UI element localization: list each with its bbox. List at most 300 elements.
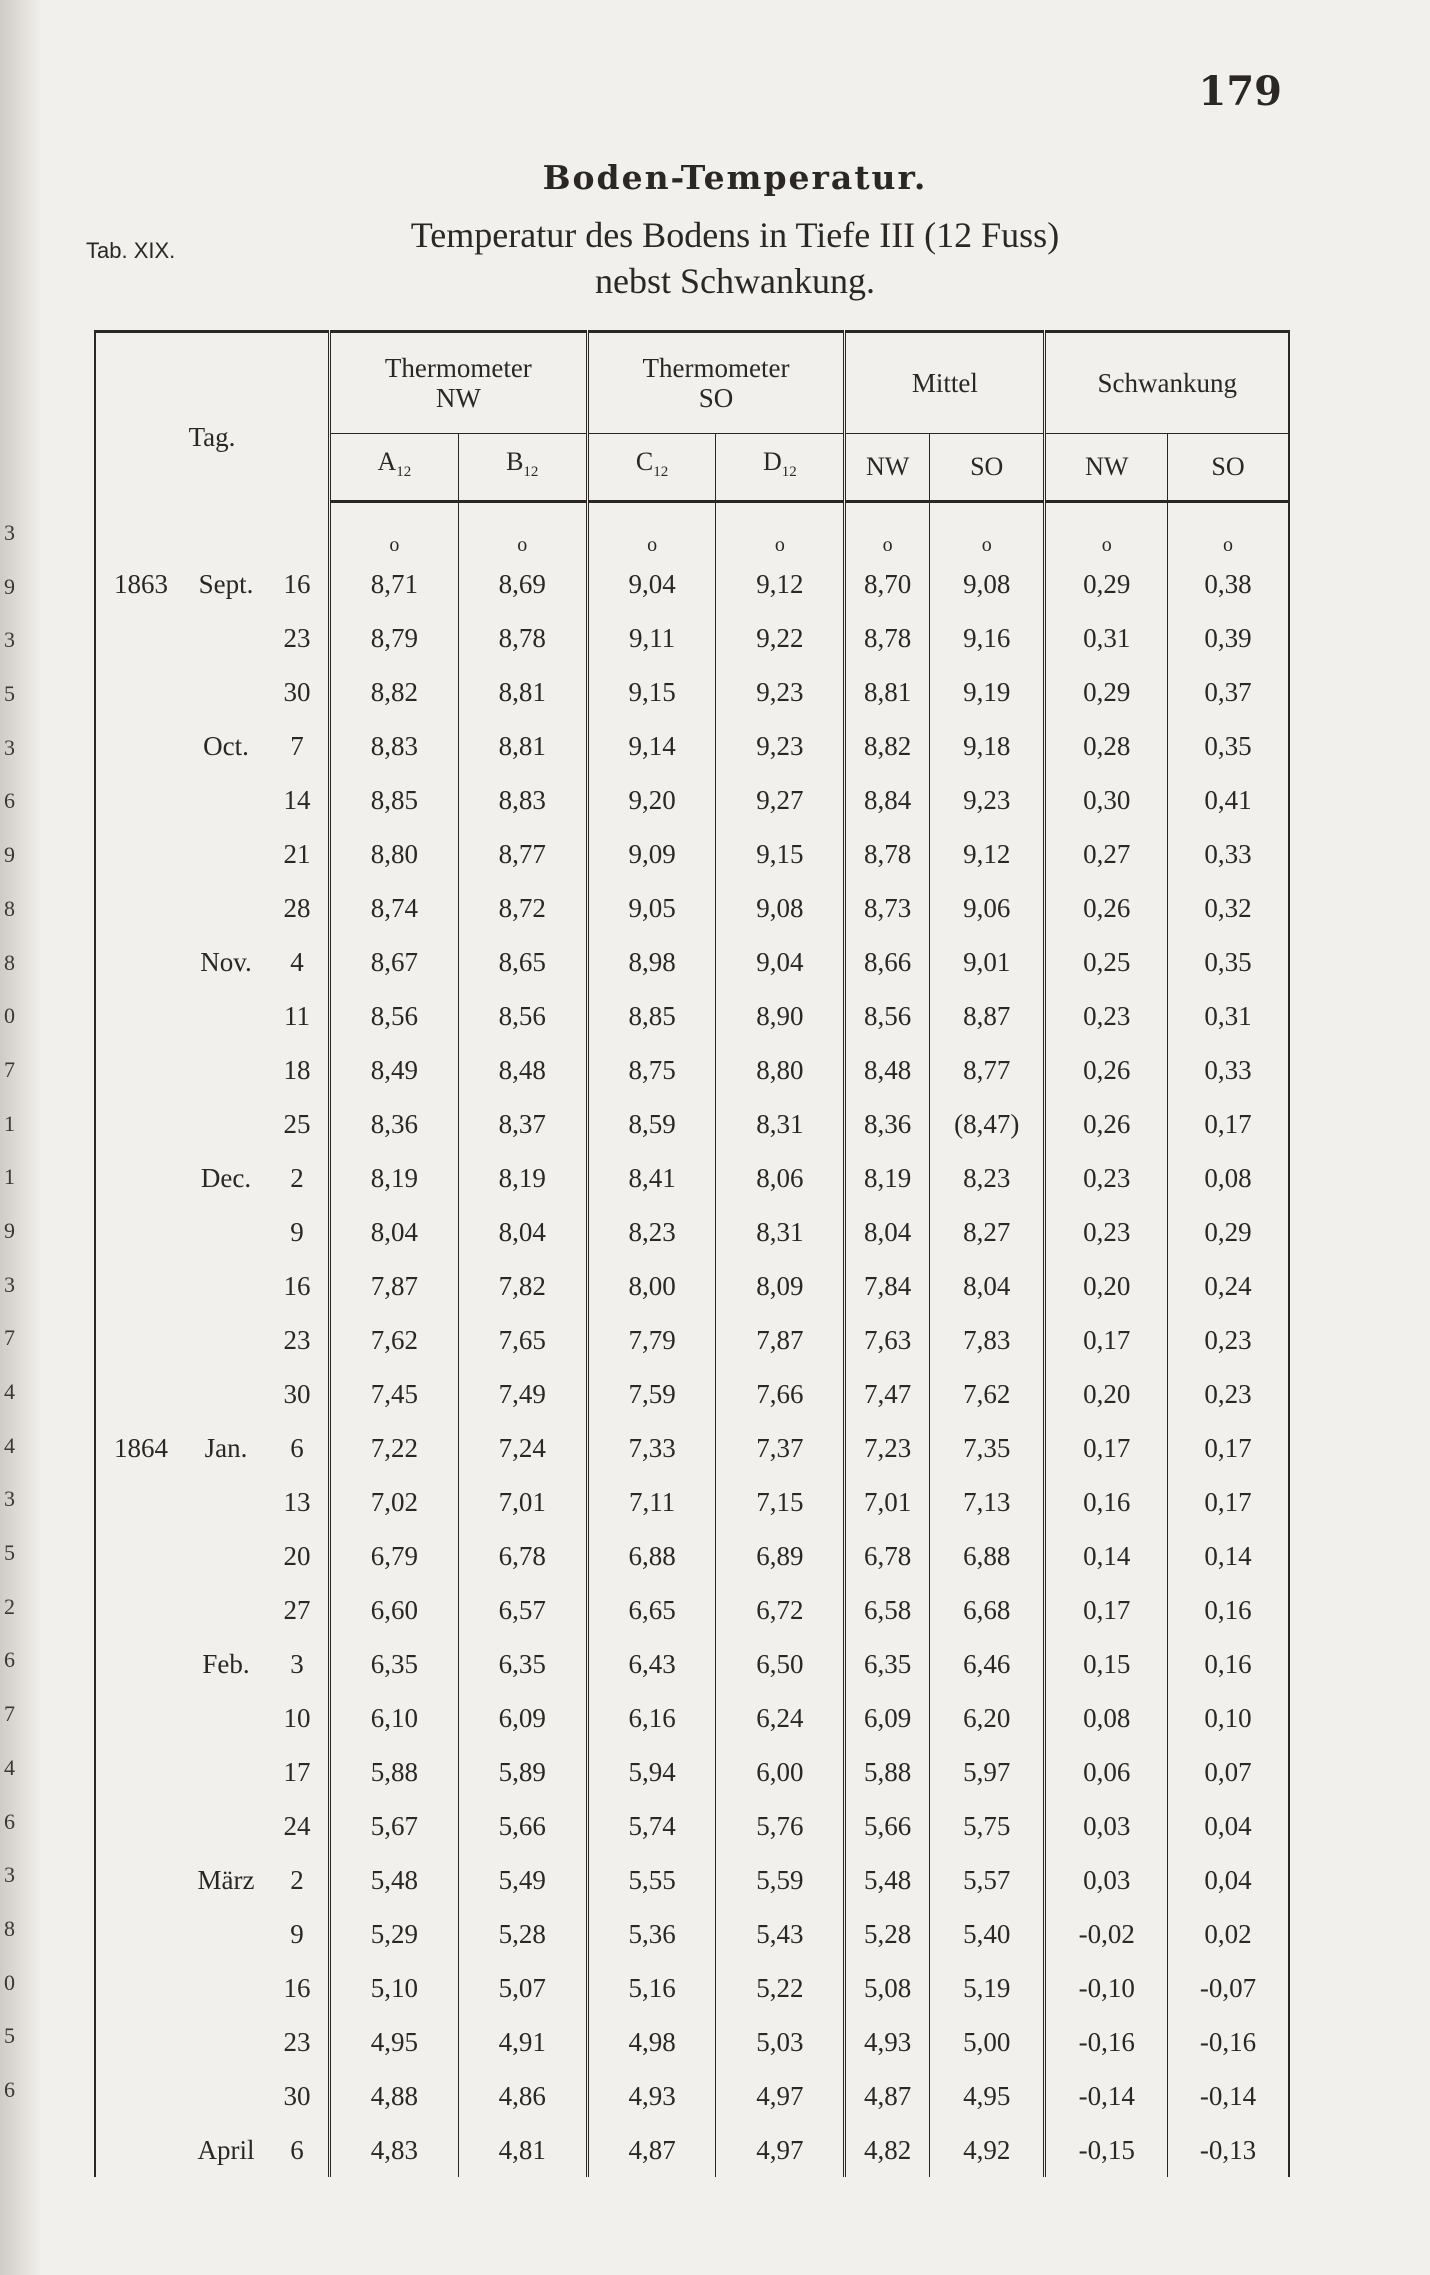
cell-mittel-nw: 7,84 [845, 1259, 930, 1313]
cell-b12: 7,49 [458, 1367, 587, 1421]
cell-a12: 7,02 [330, 1475, 459, 1529]
cell-year [95, 1367, 186, 1421]
cell-day: 24 [283, 1810, 311, 1841]
cell-a12: 7,45 [330, 1367, 459, 1421]
cell-schwankung-nw: -0,15 [1045, 2123, 1168, 2177]
cell-schwankung-so: 0,32 [1167, 881, 1289, 935]
cell-a12: 4,95 [330, 2015, 459, 2069]
cell-day: 23 [283, 622, 311, 653]
cell-mittel-nw: 8,78 [845, 827, 930, 881]
cell-a12: 8,71 [330, 557, 459, 611]
header-c12: $C_{12}$ [587, 434, 716, 502]
cell-month [186, 827, 266, 881]
cell-month [186, 1961, 266, 2015]
cell-d12: 9,08 [716, 881, 845, 935]
cell-year [95, 2123, 186, 2177]
header-thermometer-nw [330, 332, 588, 434]
cell-mittel-nw: 8,36 [845, 1097, 930, 1151]
adjacent-page-edge-digits [4, 520, 28, 2131]
table-row [95, 773, 1289, 827]
cell-mittel-so: (8,47) [929, 1097, 1045, 1151]
cell-mittel-nw: 6,35 [845, 1637, 930, 1691]
cell-c12: 6,43 [587, 1637, 716, 1691]
cell-mittel-so: 6,20 [929, 1691, 1045, 1745]
cell-c12: 9,20 [587, 773, 716, 827]
cell-d12: 7,87 [716, 1313, 845, 1367]
cell-schwankung-nw: -0,14 [1045, 2069, 1168, 2123]
cell-mittel-so: 8,27 [929, 1205, 1045, 1259]
cell-schwankung-so: 0,41 [1167, 773, 1289, 827]
cell-d12: 5,59 [716, 1853, 845, 1907]
cell-schwankung-nw: 0,17 [1045, 1583, 1168, 1637]
cell-c12: 9,14 [587, 719, 716, 773]
degree-mark: o [1045, 502, 1168, 558]
cell-year [95, 2015, 186, 2069]
table-row [95, 881, 1289, 935]
cell-d12: 9,15 [716, 827, 845, 881]
header-schwankung: Schwankung [1045, 332, 1289, 434]
cell-day: 6 [290, 1432, 304, 1463]
cell-a12: 7,87 [330, 1259, 459, 1313]
cell-d12: 5,43 [716, 1907, 845, 1961]
header-d12: $D_{12}$ [716, 434, 845, 502]
cell-c12: 5,55 [587, 1853, 716, 1907]
table-row [95, 1853, 1289, 1907]
table-row [95, 2069, 1289, 2123]
cell-d12: 5,03 [716, 2015, 845, 2069]
cell-c12: 9,15 [587, 665, 716, 719]
cell-month: März [197, 1864, 255, 1895]
table-row [95, 1637, 1289, 1691]
edge-digit: 3 [4, 1862, 15, 1888]
cell-schwankung-so: -0,13 [1167, 2123, 1289, 2177]
page-heading: Boden-Temperatur. [542, 158, 928, 197]
cell-a12: 6,10 [330, 1691, 459, 1745]
cell-schwankung-nw: 0,30 [1045, 773, 1168, 827]
cell-month: Dec. [200, 1162, 252, 1193]
table-row [95, 827, 1289, 881]
cell-mittel-so: 7,62 [929, 1367, 1045, 1421]
table-reference: Tab. XIX. [86, 238, 176, 263]
cell-a12: 8,04 [330, 1205, 459, 1259]
cell-month [186, 1583, 266, 1637]
cell-mittel-nw: 5,28 [845, 1907, 930, 1961]
cell-d12: 9,04 [716, 935, 845, 989]
cell-day: 11 [284, 1000, 310, 1031]
cell-schwankung-so: 0,35 [1167, 935, 1289, 989]
cell-c12: 7,33 [587, 1421, 716, 1475]
cell-schwankung-so: 0,37 [1167, 665, 1289, 719]
cell-schwankung-so: 0,14 [1167, 1529, 1289, 1583]
cell-month [186, 1205, 266, 1259]
cell-year [95, 1745, 186, 1799]
cell-schwankung-nw: 0,29 [1045, 665, 1168, 719]
cell-c12: 7,59 [587, 1367, 716, 1421]
table-row [95, 557, 1289, 611]
cell-b12: 8,81 [458, 719, 587, 773]
cell-a12: 8,36 [330, 1097, 459, 1151]
cell-mittel-so: 6,68 [929, 1583, 1045, 1637]
edge-digit: 2 [4, 1593, 15, 1619]
cell-schwankung-so: 0,16 [1167, 1637, 1289, 1691]
cell-a12: 8,67 [330, 935, 459, 989]
table-row [95, 1097, 1289, 1151]
cell-month: Nov. [200, 946, 252, 977]
cell-d12: 7,15 [716, 1475, 845, 1529]
cell-year: 1863 [114, 568, 168, 599]
edge-digit: 3 [4, 1486, 15, 1512]
cell-schwankung-so: -0,14 [1167, 2069, 1289, 2123]
cell-d12: 6,50 [716, 1637, 845, 1691]
cell-month [186, 1367, 266, 1421]
cell-c12: 6,65 [587, 1583, 716, 1637]
cell-mittel-so: 6,46 [929, 1637, 1045, 1691]
cell-year [95, 1097, 186, 1151]
cell-b12: 8,83 [458, 773, 587, 827]
cell-mittel-so: 7,83 [929, 1313, 1045, 1367]
cell-mittel-so: 9,12 [929, 827, 1045, 881]
cell-b12: 7,24 [458, 1421, 587, 1475]
edge-digit: 4 [4, 1432, 15, 1458]
degree-mark: o [845, 502, 930, 558]
cell-c12: 9,11 [587, 611, 716, 665]
cell-year [95, 1043, 186, 1097]
cell-c12: 5,16 [587, 1961, 716, 2015]
page-number: 179 [1198, 68, 1282, 115]
header-mittel: Mittel [845, 332, 1045, 434]
cell-day: 2 [290, 1864, 304, 1895]
header-b12: $B_{12}$ [458, 434, 587, 502]
cell-schwankung-so: 0,17 [1167, 1475, 1289, 1529]
edge-digit: 9 [4, 1217, 15, 1243]
cell-month [186, 1907, 266, 1961]
cell-b12: 6,09 [458, 1691, 587, 1745]
subtitle-line-2: nebst Schwankung. [595, 261, 875, 301]
cell-month [186, 1799, 266, 1853]
cell-a12: 8,82 [330, 665, 459, 719]
cell-b12: 8,72 [458, 881, 587, 935]
table-header [95, 332, 1289, 502]
cell-c12: 9,04 [587, 557, 716, 611]
edge-digit: 3 [4, 520, 15, 545]
table-row [95, 1205, 1289, 1259]
table-subtitle [0, 212, 1430, 304]
cell-a12: 8,85 [330, 773, 459, 827]
edge-digit: 7 [4, 1701, 15, 1727]
cell-a12: 8,83 [330, 719, 459, 773]
degree-row [95, 502, 1289, 558]
cell-year: 1864 [114, 1432, 168, 1463]
table-row [95, 935, 1289, 989]
cell-month [186, 1259, 266, 1313]
degree-mark: o [716, 502, 845, 558]
degree-mark: o [458, 502, 587, 558]
cell-b12: 5,89 [458, 1745, 587, 1799]
table-row [95, 719, 1289, 773]
cell-schwankung-nw: 0,29 [1045, 557, 1168, 611]
degree-mark: o [1167, 502, 1289, 558]
cell-mittel-nw: 7,23 [845, 1421, 930, 1475]
cell-schwankung-nw: 0,17 [1045, 1313, 1168, 1367]
edge-digit: 8 [4, 1915, 15, 1941]
cell-month [186, 2015, 266, 2069]
edge-digit: 6 [4, 1647, 15, 1673]
cell-c12: 8,23 [587, 1205, 716, 1259]
cell-schwankung-so: 0,04 [1167, 1799, 1289, 1853]
cell-day: 2 [290, 1162, 304, 1193]
cell-month: April [197, 2134, 255, 2165]
cell-year [95, 611, 186, 665]
cell-mittel-so: 8,04 [929, 1259, 1045, 1313]
cell-schwankung-nw: 0,27 [1045, 827, 1168, 881]
cell-day: 28 [283, 892, 311, 923]
table-row [95, 1745, 1289, 1799]
cell-schwankung-nw: 0,14 [1045, 1529, 1168, 1583]
cell-c12: 4,87 [587, 2123, 716, 2177]
header-tag: Tag. [188, 422, 236, 453]
cell-schwankung-so: 0,08 [1167, 1151, 1289, 1205]
cell-c12: 5,74 [587, 1799, 716, 1853]
cell-mittel-nw: 5,48 [845, 1853, 930, 1907]
cell-mittel-so: 9,23 [929, 773, 1045, 827]
cell-month [186, 1691, 266, 1745]
cell-month [186, 611, 266, 665]
header-mittel-nw: NW [845, 434, 930, 502]
edge-digit: 6 [4, 2076, 15, 2102]
cell-year [95, 827, 186, 881]
cell-day: 25 [283, 1108, 311, 1139]
cell-year [95, 1529, 186, 1583]
cell-day: 17 [283, 1756, 311, 1787]
cell-mittel-nw: 5,08 [845, 1961, 930, 2015]
cell-mittel-nw: 7,63 [845, 1313, 930, 1367]
cell-day: 20 [283, 1540, 311, 1571]
cell-d12: 5,22 [716, 1961, 845, 2015]
cell-mittel-so: 9,01 [929, 935, 1045, 989]
cell-mittel-nw: 8,82 [845, 719, 930, 773]
cell-b12: 4,91 [458, 2015, 587, 2069]
cell-schwankung-nw: 0,20 [1045, 1259, 1168, 1313]
edge-digit: 9 [4, 842, 15, 868]
header-thermometer-so-line1: Thermometer [642, 353, 790, 383]
cell-mittel-nw: 4,82 [845, 2123, 930, 2177]
cell-schwankung-nw: 0,17 [1045, 1421, 1168, 1475]
cell-day: 13 [283, 1486, 311, 1517]
cell-a12: 6,79 [330, 1529, 459, 1583]
cell-schwankung-so: 0,02 [1167, 1907, 1289, 1961]
cell-schwankung-nw: -0,02 [1045, 1907, 1168, 1961]
cell-schwankung-so: 0,04 [1167, 1853, 1289, 1907]
edge-digit: 1 [4, 1164, 15, 1190]
cell-b12: 8,37 [458, 1097, 587, 1151]
cell-mittel-nw: 8,73 [845, 881, 930, 935]
cell-a12: 5,88 [330, 1745, 459, 1799]
cell-year [95, 1475, 186, 1529]
cell-d12: 8,80 [716, 1043, 845, 1097]
cell-b12: 7,65 [458, 1313, 587, 1367]
cell-schwankung-nw: 0,28 [1045, 719, 1168, 773]
header-mittel-so: SO [929, 434, 1045, 502]
header-thermometer-so-line2: SO [698, 383, 734, 413]
cell-year [95, 1691, 186, 1745]
cell-b12: 8,65 [458, 935, 587, 989]
cell-c12: 8,75 [587, 1043, 716, 1097]
cell-b12: 7,82 [458, 1259, 587, 1313]
cell-d12: 6,72 [716, 1583, 845, 1637]
cell-b12: 5,07 [458, 1961, 587, 2015]
cell-mittel-nw: 8,70 [845, 557, 930, 611]
cell-schwankung-nw: 0,16 [1045, 1475, 1168, 1529]
edge-digit: 0 [4, 1969, 15, 1995]
cell-mittel-nw: 6,78 [845, 1529, 930, 1583]
cell-month [186, 1313, 266, 1367]
table-row [95, 989, 1289, 1043]
cell-day: 14 [283, 784, 311, 815]
temperature-table [94, 330, 1290, 2177]
cell-schwankung-so: 0,38 [1167, 557, 1289, 611]
table-row [95, 1907, 1289, 1961]
cell-schwankung-so: 0,29 [1167, 1205, 1289, 1259]
cell-day: 4 [290, 946, 304, 977]
cell-mittel-nw: 8,78 [845, 611, 930, 665]
table-row [95, 1313, 1289, 1367]
cell-d12: 8,90 [716, 989, 845, 1043]
cell-d12: 7,66 [716, 1367, 845, 1421]
cell-mittel-nw: 8,84 [845, 773, 930, 827]
cell-a12: 6,60 [330, 1583, 459, 1637]
cell-day: 3 [290, 1648, 304, 1679]
cell-c12: 8,41 [587, 1151, 716, 1205]
cell-a12: 7,22 [330, 1421, 459, 1475]
cell-month [186, 2069, 266, 2123]
cell-schwankung-so: 0,35 [1167, 719, 1289, 773]
cell-month: Oct. [203, 730, 249, 761]
cell-month: Jan. [204, 1432, 248, 1463]
cell-year [95, 2069, 186, 2123]
cell-a12: 8,79 [330, 611, 459, 665]
cell-day: 7 [290, 730, 304, 761]
cell-day: 16 [283, 1972, 311, 2003]
cell-b12: 5,28 [458, 1907, 587, 1961]
cell-a12: 8,56 [330, 989, 459, 1043]
cell-c12: 9,09 [587, 827, 716, 881]
cell-a12: 5,48 [330, 1853, 459, 1907]
cell-mittel-nw: 7,47 [845, 1367, 930, 1421]
cell-schwankung-so: -0,07 [1167, 1961, 1289, 2015]
cell-c12: 7,79 [587, 1313, 716, 1367]
cell-year [95, 1853, 186, 1907]
cell-mittel-so: 4,95 [929, 2069, 1045, 2123]
header-a12: $A_{12}$ [330, 434, 459, 502]
cell-mittel-so: 9,08 [929, 557, 1045, 611]
cell-mittel-so: 5,97 [929, 1745, 1045, 1799]
cell-schwankung-so: 0,23 [1167, 1313, 1289, 1367]
cell-schwankung-nw: -0,16 [1045, 2015, 1168, 2069]
degree-mark: o [587, 502, 716, 558]
cell-month [186, 773, 266, 827]
cell-mittel-so: 8,23 [929, 1151, 1045, 1205]
header-thermometer-nw-line2: NW [435, 383, 481, 413]
cell-day: 9 [290, 1918, 304, 1949]
cell-d12: 9,23 [716, 665, 845, 719]
cell-month [186, 1529, 266, 1583]
edge-digit: 3 [4, 1271, 15, 1297]
cell-schwankung-so: 0,16 [1167, 1583, 1289, 1637]
cell-mittel-so: 7,13 [929, 1475, 1045, 1529]
header-schwankung-nw: NW [1045, 434, 1168, 502]
cell-d12: 9,12 [716, 557, 845, 611]
cell-day: 16 [283, 1270, 311, 1301]
cell-mittel-nw: 8,81 [845, 665, 930, 719]
cell-month [186, 1475, 266, 1529]
cell-d12: 4,97 [716, 2069, 845, 2123]
table-row [95, 2123, 1289, 2177]
table-row [95, 1421, 1289, 1475]
subtitle-line-1: Temperatur des Bodens in Tiefe III (12 Fuss) [410, 215, 1060, 255]
cell-mittel-so: 9,19 [929, 665, 1045, 719]
cell-b12: 8,77 [458, 827, 587, 881]
cell-a12: 4,83 [330, 2123, 459, 2177]
cell-mittel-so: 5,75 [929, 1799, 1045, 1853]
cell-c12: 8,85 [587, 989, 716, 1043]
cell-c12: 8,59 [587, 1097, 716, 1151]
cell-a12: 5,67 [330, 1799, 459, 1853]
cell-schwankung-nw: 0,23 [1045, 989, 1168, 1043]
cell-mittel-so: 8,77 [929, 1043, 1045, 1097]
cell-year [95, 1907, 186, 1961]
cell-c12: 8,00 [587, 1259, 716, 1313]
cell-schwankung-so: 0,17 [1167, 1097, 1289, 1151]
cell-year [95, 773, 186, 827]
cell-mittel-nw: 4,87 [845, 2069, 930, 2123]
cell-a12: 8,80 [330, 827, 459, 881]
header-thermometer-nw-line1: Thermometer [384, 353, 532, 383]
edge-digit: 5 [4, 2023, 15, 2049]
cell-b12: 7,01 [458, 1475, 587, 1529]
table-row [95, 1043, 1289, 1097]
cell-day: 10 [283, 1702, 311, 1733]
table-row [95, 665, 1289, 719]
cell-mittel-so: 9,18 [929, 719, 1045, 773]
cell-b12: 5,49 [458, 1853, 587, 1907]
cell-d12: 5,76 [716, 1799, 845, 1853]
cell-d12: 9,27 [716, 773, 845, 827]
cell-d12: 6,00 [716, 1745, 845, 1799]
cell-year [95, 1583, 186, 1637]
cell-day: 16 [283, 568, 311, 599]
cell-year [95, 719, 186, 773]
cell-schwankung-so: 0,24 [1167, 1259, 1289, 1313]
cell-a12: 8,49 [330, 1043, 459, 1097]
cell-mittel-so: 8,87 [929, 989, 1045, 1043]
cell-day: 18 [283, 1054, 311, 1085]
edge-digit: 8 [4, 895, 15, 921]
edge-digit: 7 [4, 1056, 15, 1082]
cell-month [186, 1745, 266, 1799]
cell-a12: 8,19 [330, 1151, 459, 1205]
cell-schwankung-so: 0,39 [1167, 611, 1289, 665]
cell-mittel-nw: 8,48 [845, 1043, 930, 1097]
cell-c12: 7,11 [587, 1475, 716, 1529]
cell-schwankung-nw: 0,06 [1045, 1745, 1168, 1799]
cell-month [186, 1097, 266, 1151]
edge-digit: 4 [4, 1379, 15, 1404]
cell-schwankung-nw: 0,23 [1045, 1205, 1168, 1259]
cell-year [95, 1799, 186, 1853]
cell-c12: 4,93 [587, 2069, 716, 2123]
cell-schwankung-so: -0,16 [1167, 2015, 1289, 2069]
cell-b12: 8,81 [458, 665, 587, 719]
